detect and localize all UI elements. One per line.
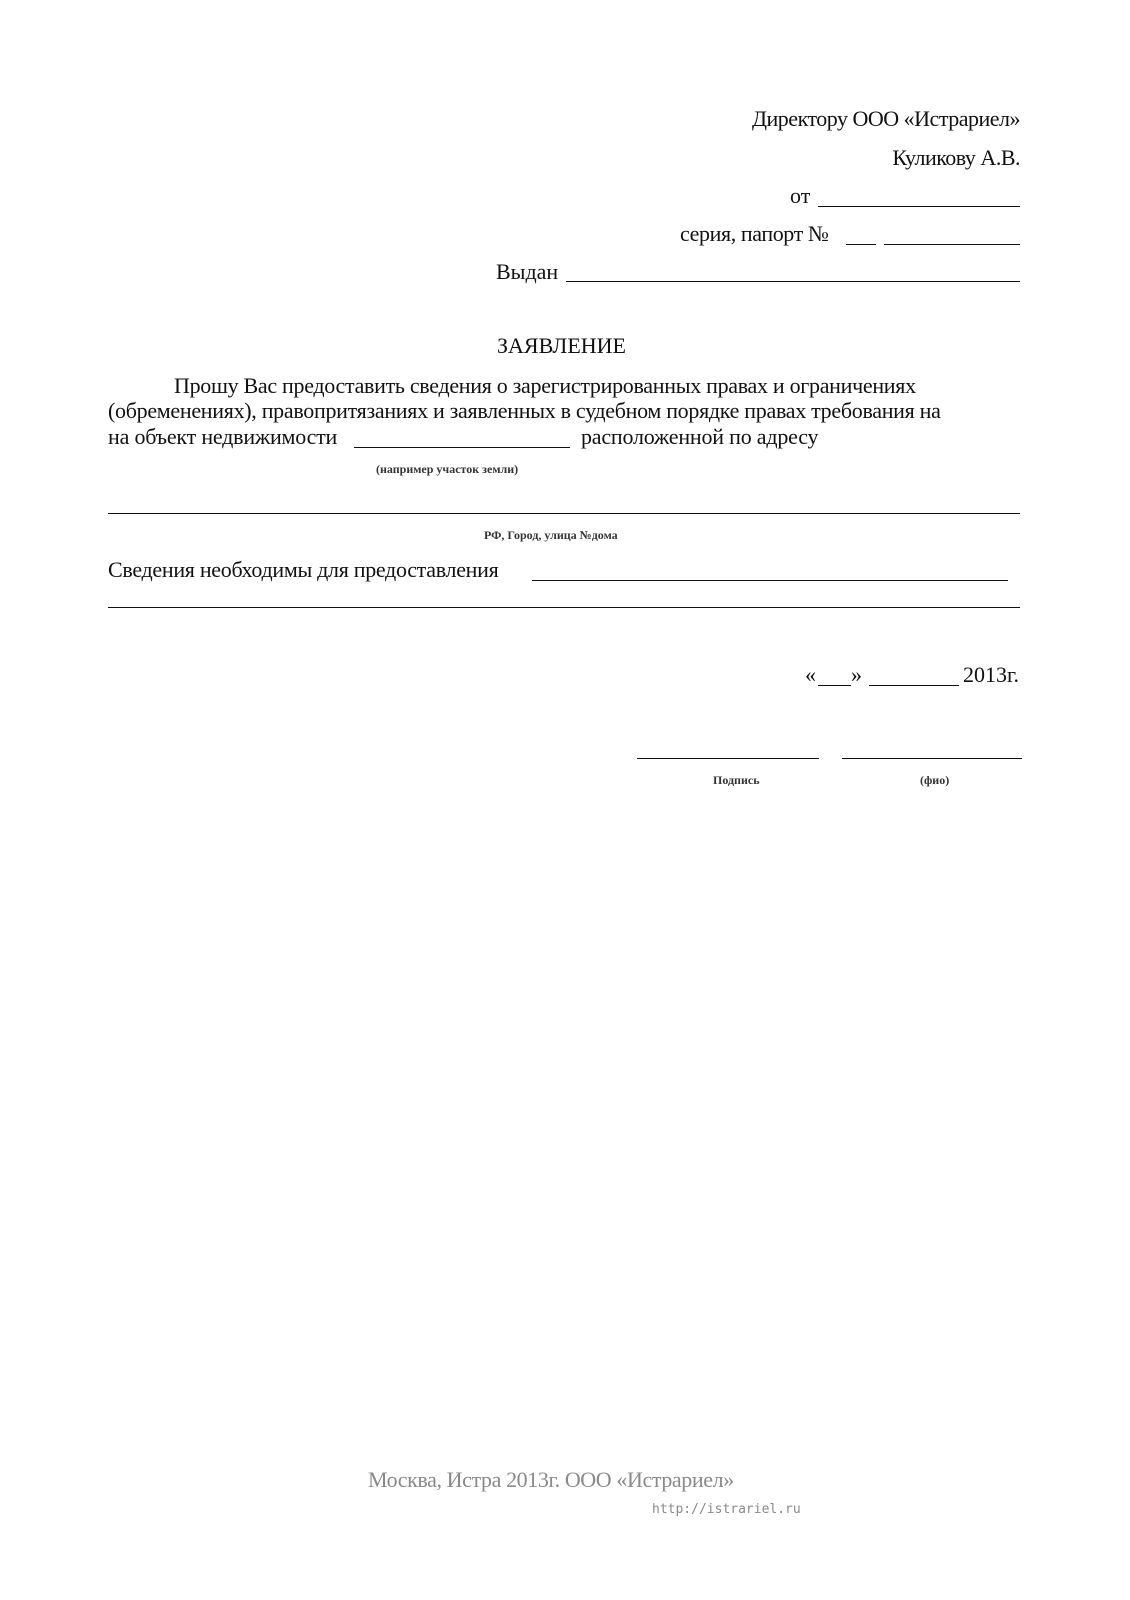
- fullname-hint: (фио): [920, 773, 950, 787]
- date-open-quote: «: [805, 662, 816, 687]
- from-field[interactable]: [818, 206, 1020, 207]
- date-month-field[interactable]: [869, 685, 959, 686]
- address-field[interactable]: [108, 513, 1020, 514]
- date-day-field[interactable]: [818, 685, 851, 686]
- issued-field[interactable]: [566, 281, 1020, 282]
- date-year: 2013г.: [963, 662, 1020, 687]
- purpose-label: Сведения необходимы для предоставления: [108, 557, 499, 582]
- object-field[interactable]: [354, 447, 570, 448]
- footer-text: Москва, Истра 2013г. ООО «Истрариел»: [368, 1467, 734, 1492]
- body-line-3-suffix: расположенной по адресу: [581, 424, 819, 449]
- address-hint: РФ, Город, улица №дома: [484, 528, 618, 542]
- object-hint: (например участок земли): [376, 462, 519, 476]
- passport-number-field[interactable]: [884, 244, 1020, 245]
- document-title: ЗАЯВЛЕНИЕ: [497, 333, 626, 358]
- signature-field[interactable]: [637, 758, 819, 759]
- from-label: от: [790, 183, 811, 208]
- body-line-2: (обременениях), правопритязаниях и заявленных в судебном порядке правах требования на: [108, 398, 941, 423]
- footer-url[interactable]: http://istrariel.ru: [652, 1502, 801, 1517]
- purpose-field-continued[interactable]: [108, 607, 1020, 608]
- fullname-field[interactable]: [842, 758, 1022, 759]
- purpose-field[interactable]: [532, 580, 1008, 581]
- passport-series-field[interactable]: [846, 244, 876, 245]
- signature-hint: Подпись: [713, 773, 760, 787]
- date-close-quote: »: [851, 662, 862, 687]
- passport-label: серия, папорт №: [680, 221, 829, 246]
- body-line-3-prefix: на объект недвижимости: [108, 424, 338, 449]
- body-line-1: Прошу Вас предоставить сведения о зарегистрированных правах и ограничениях: [174, 373, 916, 398]
- issued-label: Выдан: [496, 259, 559, 284]
- addressee-line-1: Директору ООО «Истрариел»: [752, 106, 1020, 131]
- addressee-line-2: Куликову А.В.: [892, 145, 1020, 170]
